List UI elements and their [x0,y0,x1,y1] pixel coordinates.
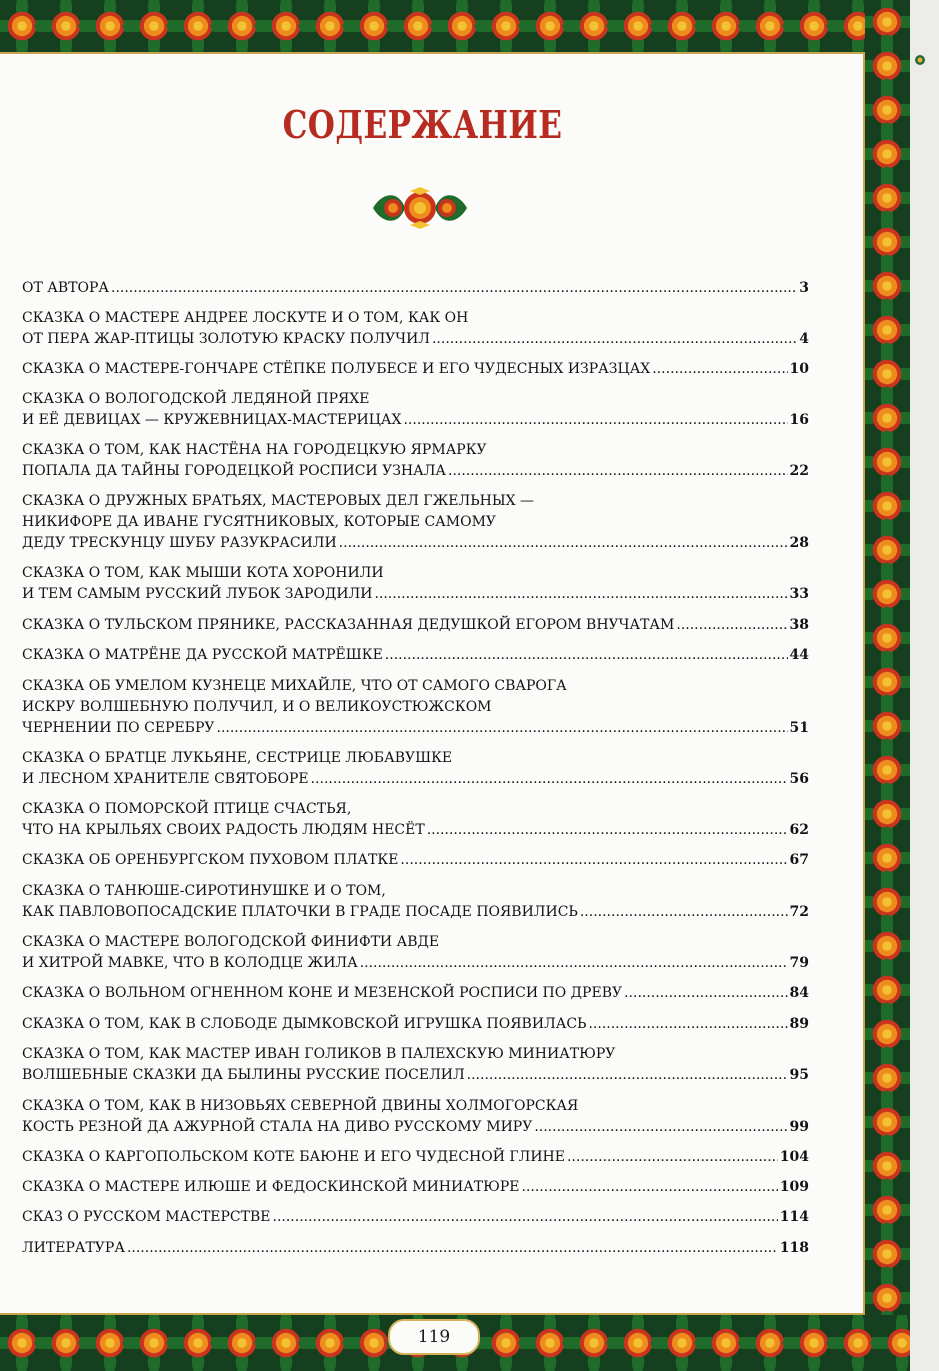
toc-entry-title: СКАЗКА О МАСТЕРЕ-ГОНЧАРЕ СТЁПКЕ ПОЛУБЕСЕ И ЕГО ЧУДЕСНЫХ ИЗРАЗЦАХ [22,361,651,377]
dot-leader [400,850,787,871]
toc-entry [22,1238,809,1259]
toc-entry-title: СКАЗКА О КАРГОПОЛЬСКОМ КОТЕ БАЮНЕ И ЕГО ЧУДЕСНОЙ ГЛИНЕ [22,1149,565,1165]
toc-entry-page: 104 [779,1149,809,1165]
dot-leader [360,953,788,974]
toc-entry-title: СКАЗКА О ДРУЖНЫХ БРАТЬЯХ, МАСТЕРОВЫХ ДЕЛ ГЖЕЛЬНЫХ — [22,493,535,509]
floral-border-icon [865,0,910,1371]
toc-entry-title: СКАЗКА О ТАНЮШЕ-СИРОТИНУШКЕ И О ТОМ, [22,883,386,899]
dot-leader [522,1177,778,1198]
toc-entry [22,881,809,923]
toc-entry-title: СКАЗКА О ТОМ, КАК НАСТЁНА НА ГОРОДЕЦКУЮ ЯРМАРКУ [22,442,487,458]
toc-entry [22,1177,809,1198]
toc-entry-title: СКАЗКА О МАТРЁНЕ ДА РУССКОЙ МАТРЁШКЕ [22,647,383,663]
dot-leader [448,461,788,482]
page-number: 119 [388,1319,480,1355]
toc-entry [22,308,809,350]
dot-leader [111,278,797,299]
toc-entry-page: 4 [799,331,809,347]
toc-entry-page: 109 [779,1179,809,1195]
floral-ornament-icon [365,185,475,231]
toc-entry-row [22,410,809,431]
toc-entry [22,1044,809,1086]
toc-entry [22,440,809,482]
toc-entry-page: 99 [789,1119,809,1135]
toc-entry-row [22,953,809,974]
toc-entry-page: 118 [779,1240,809,1256]
toc-entry [22,563,809,605]
toc-entry-title: И ЕЁ ДЕВИЦАХ — КРУЖЕВНИЦАХ-МАСТЕРИЦАХ [22,412,402,428]
page-title: СОДЕРЖАНИЕ [282,102,563,147]
toc-entry-title: И ЛЕСНОМ ХРАНИТЕЛЕ СВЯТОБОРЕ [22,771,309,787]
dot-leader [652,359,787,380]
toc-entry-row [22,983,809,1004]
toc-entry-row [22,615,809,636]
toc-entry [22,1014,809,1035]
toc-entry-row [22,902,809,923]
toc-entry-title: ЧЕРНЕНИИ ПО СЕРЕБРУ [22,720,215,736]
toc-entry-row [22,718,809,739]
toc-entry-title: И ХИТРОЙ МАВКЕ, ЧТО В КОЛОДЦЕ ЖИЛА [22,955,358,971]
dot-leader [567,1147,778,1168]
toc-entry-title: СКАЗКА О ВОЛОГОДСКОЙ ЛЕДЯНОЙ ПРЯХЕ [22,391,370,407]
toc-entry-title: СКАЗКА О ТОМ, КАК МЫШИ КОТА ХОРОНИЛИ [22,565,384,581]
toc-entry-title: КАК ПАВЛОВОПОСАДСКИЕ ПЛАТОЧКИ В ГРАДЕ ПОСАДЕ ПОЯВИЛИСЬ [22,904,578,920]
dot-leader [339,533,788,554]
toc-entry-row [22,584,809,605]
toc-entry-page: 72 [789,904,809,920]
toc-entry [22,359,809,380]
toc-entry-row [22,533,809,554]
toc-entry-row [22,1177,809,1198]
toc-entry-title: СКАЗКА О МАСТЕРЕ ВОЛОГОДСКОЙ ФИНИФТИ АВДЕ [22,934,440,950]
toc-entry-title: ИСКРУ ВОЛШЕБНУЮ ПОЛУЧИЛ, И О ВЕЛИКОУСТЮЖСКОМ [22,699,492,715]
toc-entry [22,1147,809,1168]
dot-leader [374,584,787,605]
toc-entry-title: СКАЗКА О ТУЛЬСКОМ ПРЯНИКЕ, РАССКАЗАННАЯ ДЕДУШКОЙ ЕГОРОМ ВНУЧАТАМ [22,617,675,633]
toc-entry-page: 16 [789,412,809,428]
toc-entry-title: ОТ АВТОРА [22,280,109,296]
toc-entry-title: СКАЗКА ОБ ОРЕНБУРГСКОМ ПУХОВОМ ПЛАТКЕ [22,852,399,868]
toc-entry-page: 84 [789,985,809,1001]
toc-entry-title: КОСТЬ РЕЗНОЙ ДА АЖУРНОЙ СТАЛА НА ДИВО РУССКОМУ МИРУ [22,1119,533,1135]
toc-entry-title: НИКИФОРЕ ДА ИВАНЕ ГУСЯТНИКОВЫХ, КОТОРЫЕ САМОМУ [22,514,497,530]
dot-leader [311,769,788,790]
toc-entry-title: СКАЗКА О МАСТЕРЕ АНДРЕЕ ЛОСКУТЕ И О ТОМ, КАК ОН [22,310,469,326]
dot-leader [217,718,788,739]
toc-entry [22,645,809,666]
dot-leader [580,902,788,923]
facing-page-edge [910,0,939,1371]
toc-entry-title: СКАЗКА О БРАТЦЕ ЛУКЬЯНЕ, СЕСТРИЦЕ ЛЮБАВУШКЕ [22,750,453,766]
toc-entry-row [22,278,809,299]
toc-entry-page: 95 [789,1067,809,1083]
toc-entry [22,799,809,841]
toc-entry [22,278,809,299]
dot-leader [127,1238,778,1259]
toc-entry-row [22,461,809,482]
toc-entry-title: ЧТО НА КРЫЛЬЯХ СВОИХ РАДОСТЬ ЛЮДЯМ НЕСЁТ [22,822,425,838]
toc-entry-title: СКАЗКА ОБ УМЕЛОМ КУЗНЕЦЕ МИХАЙЛЕ, ЧТО ОТ САМОГО СВАРОГА [22,678,567,694]
toc-entry-page: 10 [789,361,809,377]
right-floral-border [865,0,910,1371]
dot-leader [467,1065,788,1086]
toc-entry-title: ПОПАЛА ДА ТАЙНЫ ГОРОДЕЦКОЙ РОСПИСИ УЗНАЛА [22,463,447,479]
toc-entry-title: СКАЗКА О ТОМ, КАК В СЛОБОДЕ ДЫМКОВСКОЙ ИГРУШКА ПОЯВИЛАСЬ [22,1016,587,1032]
toc-entry-row [22,329,809,350]
toc-entry [22,1207,809,1228]
toc-entry-row [22,769,809,790]
toc-entry [22,389,809,431]
toc-entry-page: 51 [789,720,809,736]
toc-entry-page: 44 [789,647,809,663]
toc-entry-row [22,359,809,380]
floral-corner-icon [912,52,928,68]
toc-entry-page: 3 [799,280,809,296]
dot-leader [403,410,787,431]
toc-entry-title: ОТ ПЕРА ЖАР-ПТИЦЫ ЗОЛОТУЮ КРАСКУ ПОЛУЧИЛ [22,331,430,347]
floral-border-icon [0,0,910,52]
toc-entry [22,615,809,636]
dot-leader [534,1117,787,1138]
dot-leader [432,329,797,350]
toc-entry [22,676,809,739]
toc-entry-row [22,850,809,871]
toc-entry [22,1096,809,1138]
dot-leader [385,645,788,666]
toc-entry-title: СКАЗКА О ТОМ, КАК В НИЗОВЬЯХ СЕВЕРНОЙ ДВИНЫ ХОЛМОГОРСКАЯ [22,1098,579,1114]
toc-entry [22,983,809,1004]
dot-leader [624,983,787,1004]
toc-entry-page: 38 [789,617,809,633]
toc-entry [22,748,809,790]
toc-entry-page: 28 [789,535,809,551]
toc-entry-row [22,1117,809,1138]
toc-entry-row [22,820,809,841]
dot-leader [273,1207,778,1228]
toc-entry-page: 114 [779,1209,809,1225]
toc-entry-title: ДЕДУ ТРЕСКУНЦУ ШУБУ РАЗУКРАСИЛИ [22,535,337,551]
toc-entry-row [22,1207,809,1228]
toc-entry-title: СКАЗКА О ТОМ, КАК МАСТЕР ИВАН ГОЛИКОВ В ПАЛЕХСКУЮ МИНИАТЮРУ [22,1046,616,1062]
toc-entry-title: ВОЛШЕБНЫЕ СКАЗКИ ДА БЫЛИНЫ РУССКИЕ ПОСЕЛИЛ [22,1067,465,1083]
toc-entry-row [22,1014,809,1035]
toc-entry-row [22,1147,809,1168]
toc-entry-title: И ТЕМ САМЫМ РУССКИЙ ЛУБОК ЗАРОДИЛИ [22,586,373,602]
toc-entry-title: СКАЗКА О ВОЛЬНОМ ОГНЕННОМ КОНЕ И МЕЗЕНСКОЙ РОСПИСИ ПО ДРЕВУ [22,985,623,1001]
toc-entry-title: СКАЗКА О МАСТЕРЕ ИЛЮШЕ И ФЕДОСКИНСКОЙ МИНИАТЮРЕ [22,1179,520,1195]
toc-entry [22,932,809,974]
toc-entry-title: ЛИТЕРАТУРА [22,1240,125,1256]
toc-entry-title: СКАЗКА О ПОМОРСКОЙ ПТИЦЕ СЧАСТЬЯ, [22,801,352,817]
toc-entry-row [22,1238,809,1259]
toc-entry-row [22,1065,809,1086]
toc-entry [22,850,809,871]
toc-entry-title: СКАЗ О РУССКОМ МАСТЕРСТВЕ [22,1209,271,1225]
contents-page [0,52,865,1315]
toc-entry-page: 67 [789,852,809,868]
toc-entry-page: 62 [789,822,809,838]
toc-entry-page: 79 [789,955,809,971]
dot-leader [676,615,787,636]
toc-entry-page: 56 [789,771,809,787]
toc-entry [22,491,809,554]
toc-entry-page: 22 [789,463,809,479]
toc-entry-row [22,645,809,666]
top-floral-border [0,0,910,52]
dot-leader [427,820,788,841]
toc-entry-page: 89 [789,1016,809,1032]
dot-leader [588,1014,787,1035]
toc-entry-page: 33 [789,586,809,602]
